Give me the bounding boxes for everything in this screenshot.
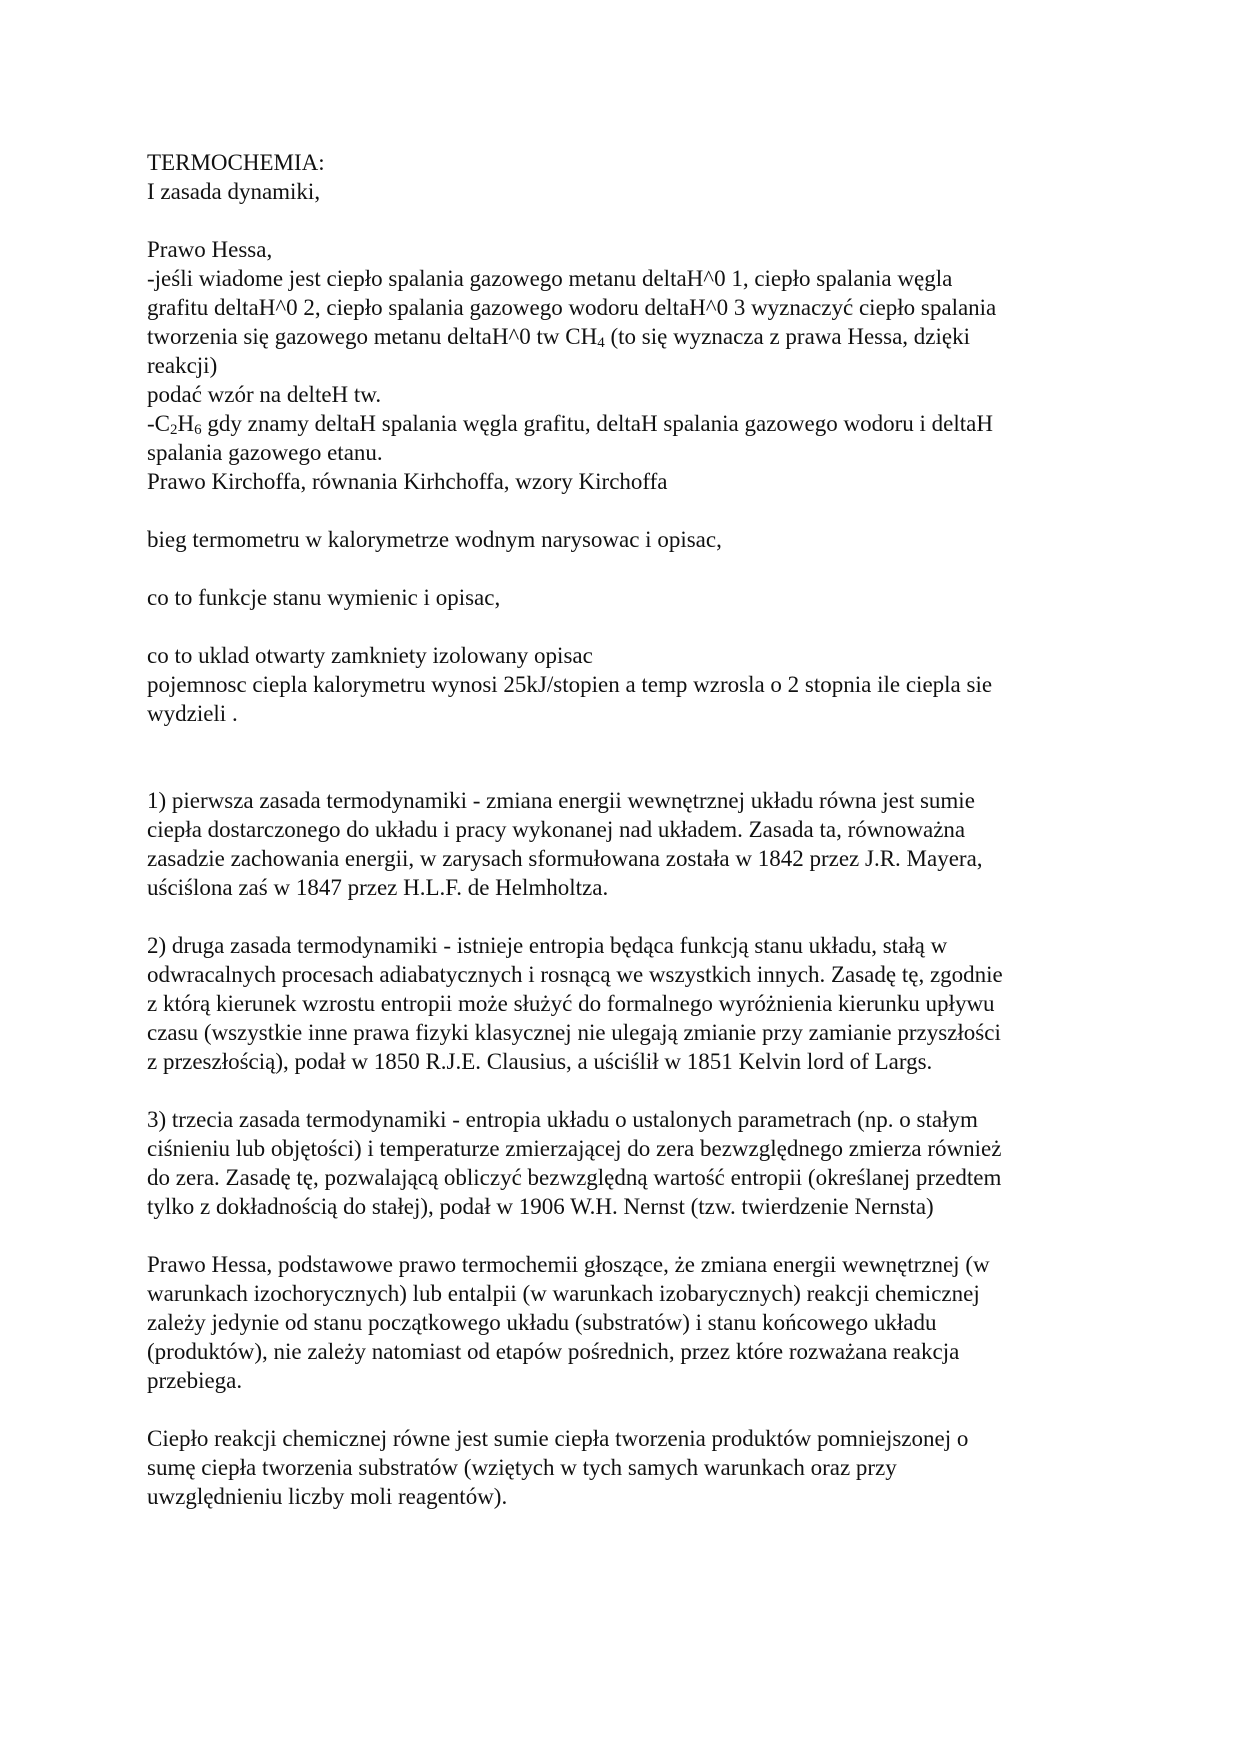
state-functions-question: co to funkcje stanu wymienic i opisac, [147,585,501,610]
kirchoff-question: Prawo Kirchoffa, równania Kirhchoffa, wzory Kirchoffa [147,469,668,494]
hess-question-line: podać wzór na delteH tw. [147,382,382,407]
thermometer-question: bieg termometru w kalorymetrze wodnym narysowac i opisac, [147,527,722,552]
hess-question-line: tworzenia się gazowego metanu deltaH^0 tw $CH_4$ (to się wyznacza z prawa Hessa, dzięki [147,324,970,351]
ethane-question-line: $-C_2H_6$ gdy znamy deltaH spalania węgla grafitu, deltaH spalania gazowego wodoru i deltaH [147,411,993,438]
subscript: 6 [194,422,202,438]
hess-heading: Prawo Hessa, [147,237,273,262]
systems-question: co to uklad otwarty zamkniety izolowany opisac [147,643,593,668]
subscript: 2 [170,422,178,438]
ethane-question-line: spalania gazowego etanu. [147,440,383,465]
paragraph-first-law: 1) pierwsza zasada termodynamiki - zmiana energii wewnętrznej układu równa jest sumie ciepła dostarczonego do układu i pracy wykonanej nad układem. Zasada ta, równoważna zasadzie zachowania energii, w zarysach sformułowana została w 1842 przez J.R. Mayera, uściślona zaś w 1847 przez H.L.F. de Helmholtza. [147,788,983,900]
notes-section [147,148,1087,728]
document-title: TERMOCHEMIA: [147,150,325,175]
hess-question-line: grafitu deltaH^0 2, ciepło spalania gazowego wodoru deltaH^0 3 wyznaczyć ciepło spalania [147,295,997,320]
paragraph-second-law: 2) druga zasada termodynamiki - istnieje entropia będąca funkcją stanu układu, stałą w odwracalnych procesach adiabatycznych i rosnącą we wszystkich innych. Zasadę tę, zgodnie z którą kierunek wzrostu entropii może służyć do formalnego wyróżnienia kierunku upływu czasu (wszystkie inne prawa fizyki klasycznej nie ulegają zmianie przy zamianie przyszłości z przeszłością), podał w 1850 R.J.E. Clausius, a uściślił w 1851 Kelvin lord of Largs. [147,933,1003,1074]
calorimeter-question-line: pojemnosc ciepla kalorymetru wynosi 25kJ/stopien a temp wzrosla o 2 stopnia ile ciepla sie [147,672,993,697]
hess-question-line: reakcji) [147,353,218,378]
answers-section [147,786,1087,1511]
document-page [147,148,1087,1511]
paragraph-reaction-heat: Ciepło reakcji chemicznej równe jest sumie ciepła tworzenia produktów pomniejszonej o sumę ciepła tworzenia substratów (wziętych w tych samych warunkach oraz przy uwzględnieniu liczby moli reagentów). [147,1426,969,1509]
paragraph-hess-law: Prawo Hessa, podstawowe prawo termochemii głoszące, że zmiana energii wewnętrznej (w warunkach izochorycznych) lub entalpii (w warunkach izobarycznych) reakcji chemicznej zależy jedynie od stanu początkowego układu (substratów) i stanu końcowego układu (produktów), nie zależy natomiast od etapów pośrednich, przez które rozważana reakcja przebiega. [147,1252,990,1393]
calorimeter-question-line: wydzieli . [147,701,238,726]
paragraph-third-law: 3) trzecia zasada termodynamiki - entropia układu o ustalonych parametrach (np. o stałym ciśnieniu lub objętości) i temperaturze zmierzającej do zera bezwzględnego zmierza również do zera. Zasadę tę, pozwalającą obliczyć bezwzględną wartość entropii (określanej przedtem tylko z dokładnością do stałej), podał w 1906 W.H. Nernst (tzw. twierdzenie Nernsta) [147,1107,1002,1219]
subscript: 4 [597,335,605,351]
question-first-law: I zasada dynamiki, [147,179,321,204]
hess-question-line: -jeśli wiadome jest ciepło spalania gazowego metanu deltaH^0 1, ciepło spalania węgla [147,266,953,291]
